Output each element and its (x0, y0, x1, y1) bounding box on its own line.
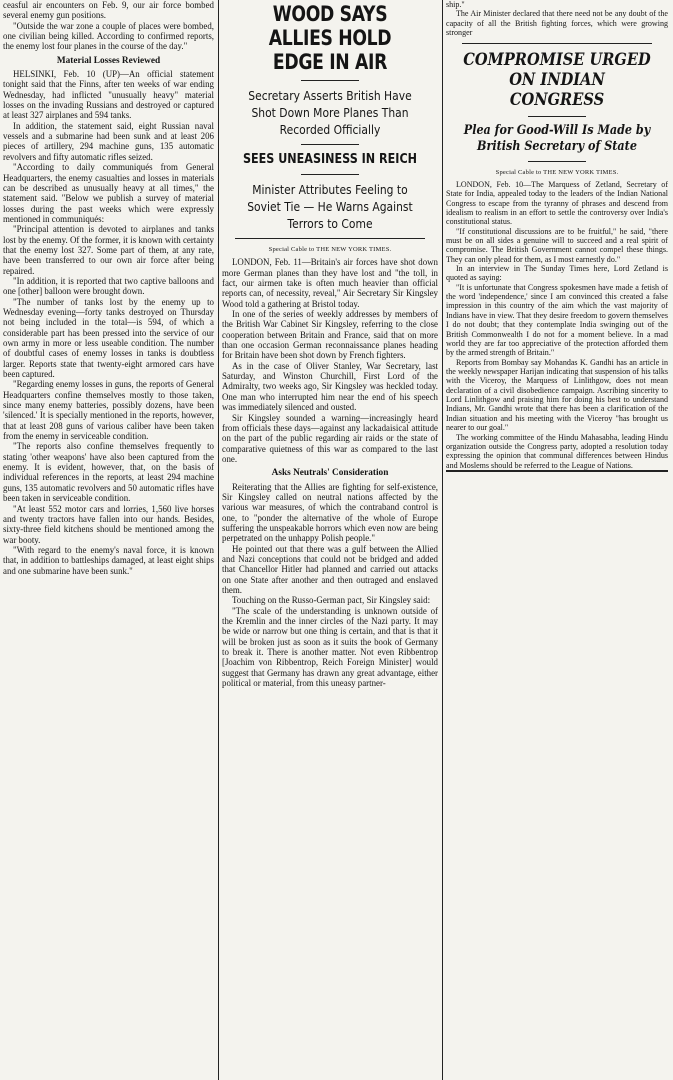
paragraph: "It is unfortunate that Congress spokesmen have made a fetish of the word 'independence,' since I am convinced this created a false impression in this country of the aim which the vast majority of Indians have in view. That they desire freedom to govern themselves I do not doubt; that they contemplate India swinging out of the British Commonwealth I do not for a moment believe. In a mad world they are far too appreciative of the protection afforded them by the armed strength of Britain." (446, 282, 668, 358)
column-rule-left (218, 0, 219, 1080)
paragraph: "Regarding enemy losses in guns, the reports of General Headquarters confine themselves mostly to those taken, since many enemy batteries, possibly dozens, have been 'silenced.' It is specially mentioned in the reports, however, that at least 208 guns of various caliber have been taken from the enemy in serviceable condition. (3, 379, 214, 442)
deck-rule (528, 116, 586, 117)
paragraph: "With regard to the enemy's naval force, it is known that, in addition to battleships damaged, at least eight ships and one submarine have been sunk." (3, 544, 214, 576)
paragraph: "Outside the war zone a couple of places were bombed, one civilian being killed. According to confirmed reports, the enemy lost four planes in the course of the day." (3, 20, 214, 52)
column-right (446, 0, 668, 470)
paragraph: "The reports also confine themselves frequently to stating 'other weapons' have also been captured from the enemy. It is evident, however, that, on the basis of individual references in the reports, at least 294 machine guns, 135 automatic revolvers and 50 automatic rifles have been taken in serviceable condition. (3, 441, 214, 504)
paragraph: Sir Kingsley sounded a warning—increasingly heard from officials these days—against any lackadaisical attitude on the part of the public regarding air raids or the state of comparative quietness of this war as compared to the last one. (222, 412, 438, 464)
deck-rule (301, 80, 359, 81)
paragraph: HELSINKI, Feb. 10 (UP)—An official statement tonight said that the Finns, after ten weeks of war ending Wednesday, had inflicted "unusually heavy" material losses on the invading Russians and destroyed or captured at least 327 airplanes and 594 tanks. (3, 69, 214, 121)
paragraph: In one of the series of weekly addresses by members of the British War Cabinet Sir Kingsley, referring to the close cooperation between Britain and France, said that on more than one occasion German reconnaissance planes heading for Britain have been shot down by French fighters. (222, 309, 438, 361)
deck-uneasiness: SEES UNEASINESS IN REICH (242, 152, 418, 167)
dateline: Special Cable to THE NEW YORK TIMES. (495, 169, 619, 177)
deck-secretary: Secretary Asserts British Have Shot Down More Planes Than Recorded Officially (248, 88, 412, 137)
paragraph: Reports from Bombay say Mohandas K. Gandhi has an article in the weekly newspaper Harijan indicating that suspension of his talks with the Viceroy, the Marquess of Linlithgow, does not mean declaration of a civil disobedience campaign. Ascribing sincerity to Lord Linlithgow and praising him for doing his best to understand Indians, Mr. Gandhi wrote that there has been a clarification of the Indian situation and his meeting with the Viceroy "has brought us nearer to our goal." (446, 357, 668, 433)
deck-rule (528, 161, 586, 162)
headline-wood: WOOD SAYS ALLIES HOLD EDGE IN AIR (268, 2, 392, 74)
paragraph: Touching on the Russo-German pact, Sir Kingsley said: (232, 595, 431, 606)
paragraph: "If constitutional discussions are to be fruitful," he said, "there must be on all sides a genuine will to succeed and a real spirit of compromise. The British Government cannot compel these things. They can only plead for them, as I most earnestly do." (446, 226, 668, 264)
headline-compromise: COMPROMISE URGED ON INDIAN CONGRESS (463, 50, 651, 111)
column-middle (222, 0, 438, 1080)
paragraph: "In addition, it is reported that two captive balloons and one [other] balloon were brought down. (3, 275, 214, 297)
paragraph: The Air Minister declared that there need not be any doubt of the capacity of all the British fighting forces, which were growing stronger (446, 9, 668, 38)
paragraph: "The number of tanks lost by the enemy up to Wednesday evening—forty tanks destroyed on Thursday not being included in the total—is 594, of which a considerable part has been pressed into the service of our own army in more or less useable condition. The number of doubtful cases of enemy losses in tanks is doubtless larger. Reports state that twenty-eight armored cars have been captured. (3, 296, 214, 380)
paragraph: In an interview in The Sunday Times here, Lord Zetland is quoted as saying: (446, 264, 668, 283)
subhead: Material Losses Reviewed (56, 55, 161, 66)
paragraph: "The scale of the understanding is unknown outside of the Kremlin and the inner circles of the Nazi party. It may be wide or narrow but one thing is certain, and that is that it will be broken just as soon as it suits the book of Germany to break it. There is another matter. Not even Ribbentrop [Joachim von Ribbentrop, Reich Foreign Minister] would suggest that Germany has drawn any great advantage, either political or material, from this uneasy partner- (222, 605, 438, 689)
paragraph: He pointed out that there was a gulf between the Allied and Nazi conceptions that could not be bridged and added that Chancellor Hitler had planned and carried out attacks on one State after another and then outraged and enslaved them. (222, 543, 438, 595)
deck-rule (235, 238, 425, 239)
paragraph: ship." (446, 0, 465, 9)
paragraph: "Principal attention is devoted to airplanes and tanks lost by the enemy. Of the former, it is known with certainty that the enemy lost 327. Some part of them, at any rate, have been transferred to our own air force after being repaired. (3, 224, 214, 276)
paragraph: LONDON, Feb. 10—The Marquess of Zetland, Secretary of State for India, appealed today to the leaders of the Indian National Congress to escape from the tyranny of phrases and descend from idealism to realism in an effort to settle the controversy over India's constitutional status. (446, 179, 668, 227)
paragraph: "According to daily communiqués from General Headquarters, the enemy casualties and losses in materials can be described as unusually heavy at all times," the statement said. "Below we publish a survey of material losses during the past weeks which were expressly mentioned in communiqués: (3, 162, 214, 224)
paragraph: ceasful air encounters on Feb. 9, our air force bombed several enemy gun positions. (3, 0, 214, 21)
deck-plea: Plea for Good-Will Is Made by British Secretary of State (463, 123, 651, 155)
deck-rule (462, 43, 652, 44)
story-end-rule (446, 470, 668, 472)
paragraph: The working committee of the Hindu Mahasabha, leading Hindu organization outside the Congress party, adopted a resolution today expressing the opinion that communal differences between Hindus and Moslems should be referred to the League of Nations. (446, 432, 668, 470)
paragraph: "At least 552 motor cars and lorries, 1,560 live horses and twenty tractors have fallen into our hands. Besides, sixty-three field kitchens should be mentioned among the war booty. (3, 503, 214, 545)
dateline: Special Cable to THE NEW YORK TIMES. (268, 246, 392, 253)
subhead: Asks Neutrals' Consideration (271, 468, 389, 479)
paragraph: As in the case of Oliver Stanley, War Secretary, last Saturday, and Winston Churchill, First Lord of the Admiralty, two weeks ago, Sir Kingsley was heckled today. One man who interrupted him near the end of his speech was immediately silenced and ousted. (222, 360, 438, 413)
column-left (3, 0, 214, 1080)
paragraph: LONDON, Feb. 11—Britain's air forces have shot down more German planes than they have lost and "the toll, in fact, our airmen take is often much heavier than official reports can, of necessity, reveal," Air Secretary Sir Kingsley Wood told a gathering at Bristol today. (222, 257, 438, 309)
paragraph: Reiterating that the Allies are fighting for self-existence, Sir Kingsley called on neutral nations affected by the various war measures, of which the contraband control is one, to "ponder the alternative of the whole of Europe suffering the unspeakable horrors which even now are being perpetrated on the unhappy Polish people." (222, 481, 438, 544)
deck-rule (301, 174, 359, 175)
deck-rule (301, 144, 359, 145)
paragraph: In addition, the statement said, eight Russian naval vessels and a submarine had been sunk and at least 206 pieces of artillery, 294 machine guns, 135 automatic revolvers and fifty automatic rifles seized. (3, 120, 214, 162)
column-rule-right (442, 0, 443, 1080)
deck-minister: Minister Attributes Feeling to Soviet Tie — He Warns Against Terrors to Come (247, 182, 413, 231)
